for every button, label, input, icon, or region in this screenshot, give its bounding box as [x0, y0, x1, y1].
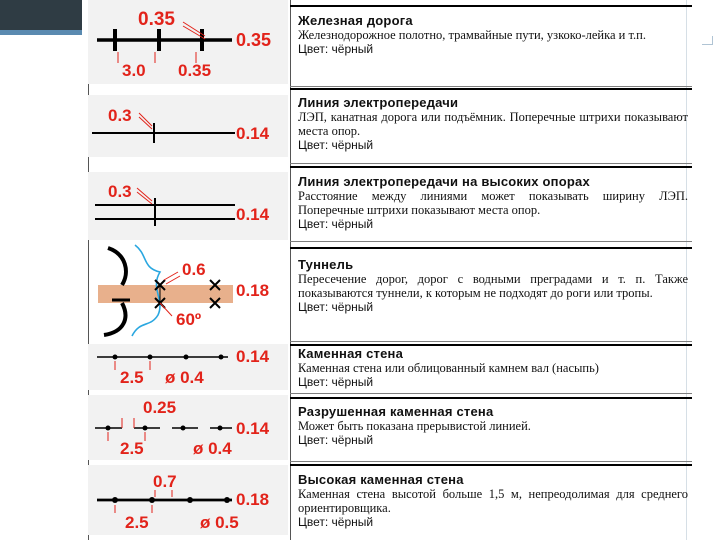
- dim-label: ø 0.5: [200, 513, 239, 532]
- desc-tunnel: [298, 258, 688, 314]
- dim-label: 0.7: [153, 472, 177, 491]
- row-title: Высокая каменная стена: [298, 472, 464, 487]
- dim-label: 0.14: [236, 347, 270, 366]
- desc-railway: [298, 14, 688, 56]
- row-title: Каменная стена: [298, 346, 404, 361]
- row-description: ЛЭП, канатная дорога или подъёмник. Поперечные штрихи показывают места опор.: [298, 110, 688, 138]
- dim-label: 0.25: [143, 398, 177, 417]
- row-description: Пересечение дорог, дорог с водными преградами и т. п. Также показываются туннели, к которым не подходят до роги или тропы.: [298, 272, 688, 300]
- dim-label: 60º: [176, 310, 202, 329]
- dim-label: 2.5: [120, 439, 144, 458]
- high-wall-symbol: [97, 490, 232, 513]
- stone-wall-symbol: [97, 355, 228, 371]
- row-description: Может быть показана прерывистой линией.: [298, 419, 531, 433]
- row-title: Разрушенная каменная стена: [298, 404, 494, 419]
- row-color: Цвет: чёрный: [298, 433, 374, 447]
- row-title: Железная дорога: [298, 13, 413, 28]
- dim-label: 0.35: [138, 9, 175, 30]
- row-color: Цвет: чёрный: [298, 300, 374, 314]
- row-title: Линия электропередачи: [298, 95, 459, 110]
- desc-powerline-high: [298, 175, 688, 231]
- row-color: Цвет: чёрный: [298, 138, 374, 152]
- dim-label: 0.6: [182, 260, 206, 279]
- row-color: Цвет: чёрный: [298, 515, 374, 529]
- row-description: Расстояние между линиями может показывать ширину ЛЭП. Поперечные штрихи показывают места опор.: [298, 189, 688, 217]
- desc-high-wall: [298, 473, 688, 529]
- dim-label: 0.35: [236, 30, 272, 50]
- row-color: Цвет: чёрный: [298, 217, 374, 231]
- row-description: Каменная стена высотой больше 1,5 м, непреодолимая для среднего ориентировщика.: [298, 487, 688, 515]
- row-title: Туннель: [298, 257, 354, 272]
- row-color: Цвет: чёрный: [298, 42, 374, 56]
- dim-label: 0.3: [108, 106, 132, 125]
- desc-stone-wall: [298, 347, 688, 389]
- dim-label: 0.14: [236, 124, 270, 143]
- dim-label: 2.5: [125, 513, 149, 532]
- row-title: Линия электропередачи на высоких опорах: [298, 174, 590, 189]
- dim-label: 3.0: [122, 61, 146, 80]
- dim-label: 0.18: [236, 490, 270, 509]
- dim-label: ø 0.4: [193, 439, 232, 458]
- dim-label: 0.14: [236, 419, 270, 438]
- dim-label: 2.5: [120, 368, 144, 387]
- row-color: Цвет: чёрный: [298, 375, 374, 389]
- dim-label: 0.14: [236, 205, 270, 224]
- tunnel-symbol: [98, 245, 233, 336]
- row-description: Каменная стена или облицованный камнем вал (насыпь): [298, 361, 599, 375]
- desc-ruined-wall: [298, 405, 688, 447]
- row-description: Железнодорожное полотно, трамвайные пути, узкоко-лейка и т.п.: [298, 28, 646, 42]
- desc-powerline: [298, 96, 688, 152]
- dim-label: ø 0.4: [165, 368, 204, 387]
- dim-label: 0.3: [108, 182, 132, 201]
- dim-label: 0.35: [178, 61, 212, 80]
- ruined-wall-symbol: [95, 418, 232, 441]
- dim-label: 0.18: [236, 281, 270, 300]
